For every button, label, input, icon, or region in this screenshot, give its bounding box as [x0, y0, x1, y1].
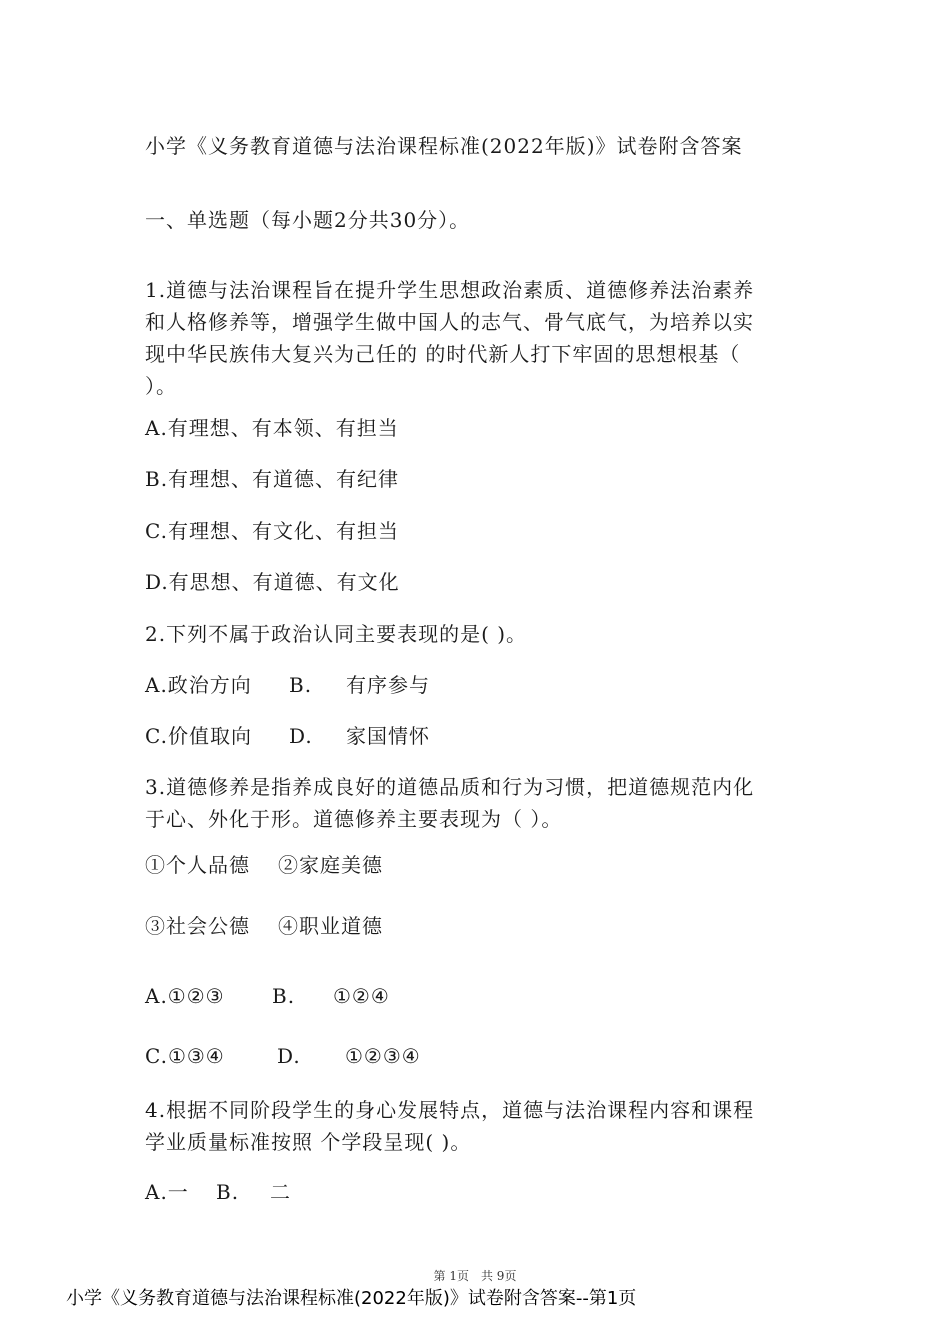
question-3-line: 3.道德修养是指养成良好的道德品质和行为习惯，把道德规范内化 [145, 775, 755, 799]
question-1-option-b: B.有理想、有道德、有纪律 [145, 467, 400, 491]
question-4-option-b-letter: B. [216, 1180, 240, 1204]
page-footer: 小学《义务教育道德与法治课程标准(2022年版)》试卷附含答案--第1页 [66, 1288, 637, 1309]
question-3-item-2: ②家庭美德 [278, 853, 383, 877]
question-2-option-b-text: 有序参与 [346, 673, 430, 697]
question-1-option-c: C.有理想、有文化、有担当 [145, 519, 399, 543]
question-3-option-b-text: ①②④ [333, 984, 390, 1008]
question-1-line: 现中华民族伟大复兴为己任的 的时代新人打下牢固的思想根基（ [145, 342, 741, 366]
question-3-item-4: ④职业道德 [278, 914, 383, 938]
question-4-line: 学业质量标准按照 个学段呈现( )。 [145, 1130, 472, 1154]
question-2-option-c: C.价值取向 [145, 724, 252, 748]
question-1-line: 和人格修养等，增强学生做中国人的志气、骨气底气，为培养以实 [145, 310, 754, 334]
question-1-stem [145, 274, 797, 402]
question-4-option-a: A.一 [145, 1180, 189, 1204]
question-2-option-b-letter: B. [289, 673, 313, 697]
question-4-option-b-text: 二 [270, 1180, 291, 1204]
section-heading: 一、单选题（每小题2分共30分）。 [145, 208, 471, 232]
question-3-option-a: A.①②③ [145, 984, 225, 1008]
question-2-option-d-letter: D. [289, 724, 313, 748]
question-1-option-d: D.有思想、有道德、有文化 [145, 570, 400, 594]
question-2-stem: 2.下列不属于政治认同主要表现的是( )。 [145, 622, 528, 646]
question-3-item-1: ①个人品德 [145, 853, 250, 877]
question-1-line: ）。 [145, 374, 177, 398]
question-3-item-3: ③社会公德 [145, 914, 250, 938]
question-2-option-a: A.政治方向 [145, 673, 252, 697]
question-3-option-d-text: ①②③④ [345, 1044, 421, 1068]
question-1-option-a: A.有理想、有本领、有担当 [145, 416, 399, 440]
question-3-stem [145, 771, 797, 835]
page-number: 第 1页 共 9页 [433, 1269, 517, 1283]
question-4-stem [145, 1094, 797, 1158]
question-3-option-d-letter: D. [277, 1044, 301, 1068]
question-3-option-c: C.①③④ [145, 1044, 225, 1068]
question-3-line: 于心、外化于形。道德修养主要表现为（ ）。 [145, 807, 563, 831]
question-1-line: 1.道德与法治课程旨在提升学生思想政治素质、道德修养法治素养 [145, 278, 755, 302]
question-3-option-b-letter: B. [272, 984, 296, 1008]
question-4-line: 4.根据不同阶段学生的身心发展特点，道德与法治课程内容和课程 [145, 1098, 755, 1122]
question-2-option-d-text: 家国情怀 [346, 724, 430, 748]
document-title: 小学《义务教育道德与法治课程标准(2022年版)》试卷附含答案 [145, 134, 743, 158]
